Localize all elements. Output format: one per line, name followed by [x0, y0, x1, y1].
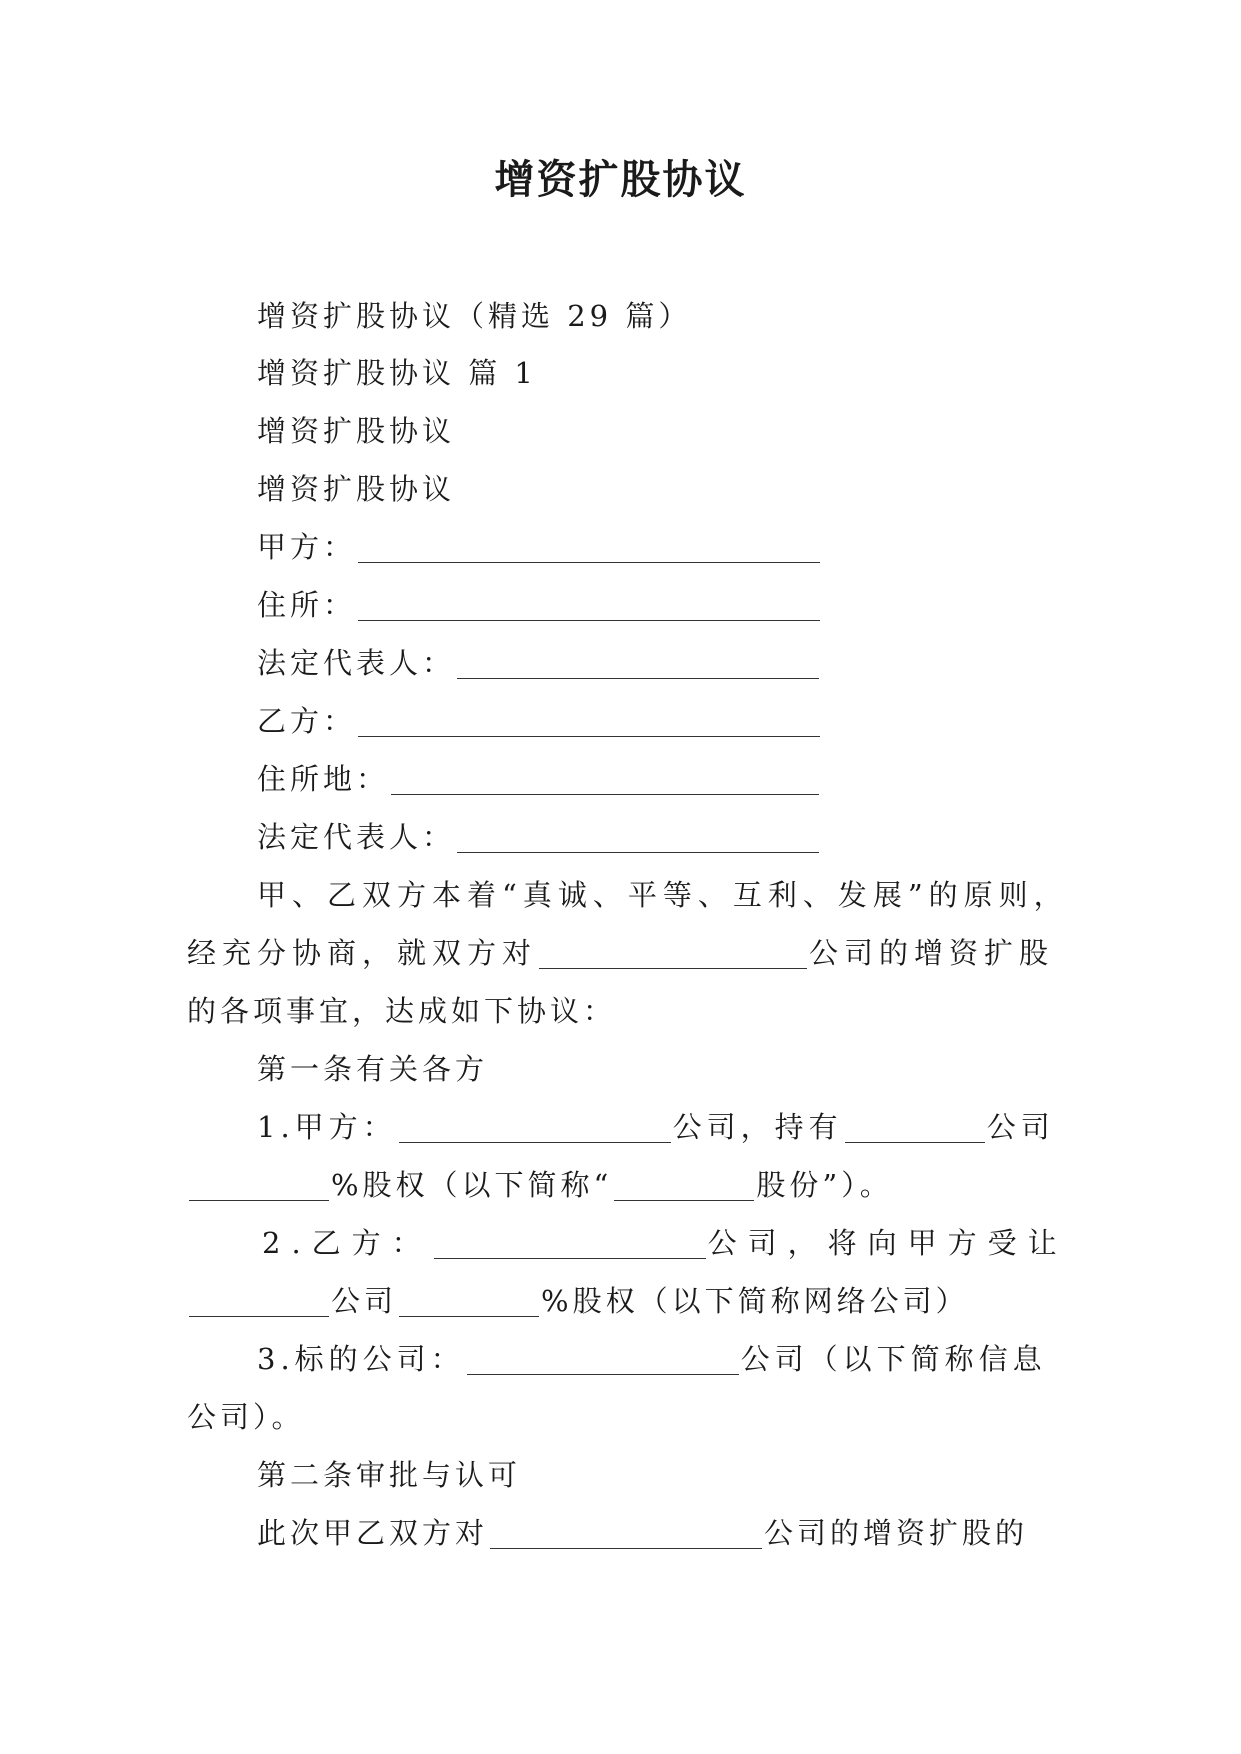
clause-line: 3.标的公司： 公司（以下简称信息 — [257, 1342, 1047, 1376]
subtitle-line: 增资扩股协议（精选 29 篇） — [257, 299, 692, 333]
blank-underline — [457, 648, 819, 679]
text-line: 增资扩股协议 — [257, 414, 456, 448]
clause-line: %股权（以下简称“ 股份”）。 — [187, 1165, 893, 1205]
blank-underline — [490, 1518, 762, 1549]
article-heading: 第二条审批与认可 — [257, 1458, 522, 1492]
paragraph-line: 的各项事宜，达成如下协议： — [187, 994, 617, 1028]
paragraph-line: 经充分协商，就双方对 公司的增资扩股 — [187, 936, 1055, 970]
blank-underline — [467, 1344, 739, 1375]
clause-line: 公司）。 — [187, 1400, 305, 1434]
legal-rep-line: 法定代表人： — [257, 817, 821, 857]
clause-line: 公司 %股权（以下简称网络公司） — [187, 1281, 969, 1321]
blank-underline — [457, 822, 819, 853]
blank-underline — [358, 590, 820, 621]
party-b-line: 乙方： — [257, 701, 822, 741]
clause-line: 1.甲方： 公司，持有 公司 — [257, 1110, 1055, 1144]
section-heading: 增资扩股协议 篇 1 — [257, 356, 537, 390]
blank-underline — [391, 764, 819, 795]
blank-underline — [189, 1170, 329, 1201]
blank-underline — [845, 1112, 985, 1143]
address-line: 住所： — [257, 585, 822, 625]
party-a-line: 甲方： — [257, 527, 822, 567]
blank-underline — [434, 1228, 706, 1259]
paragraph-line: 甲、乙双方本着“真诚、平等、互利、发展”的原则， — [257, 878, 1069, 912]
paragraph-line: 此次甲乙双方对 公司的增资扩股的 — [257, 1516, 1029, 1550]
blank-underline — [358, 532, 820, 563]
legal-rep-line: 法定代表人： — [257, 643, 821, 683]
blank-underline — [189, 1286, 329, 1317]
address-line: 住所地： — [257, 759, 821, 799]
clause-line: 2.乙方： 公司，将向甲方受让 — [262, 1226, 1068, 1260]
blank-underline — [399, 1112, 671, 1143]
blank-underline — [358, 706, 820, 737]
blank-underline — [539, 938, 807, 969]
text-line: 增资扩股协议 — [257, 472, 456, 506]
blank-underline — [614, 1170, 754, 1201]
blank-underline — [399, 1286, 539, 1317]
document-title: 增资扩股协议 — [494, 157, 747, 203]
article-heading: 第一条有关各方 — [257, 1052, 489, 1086]
